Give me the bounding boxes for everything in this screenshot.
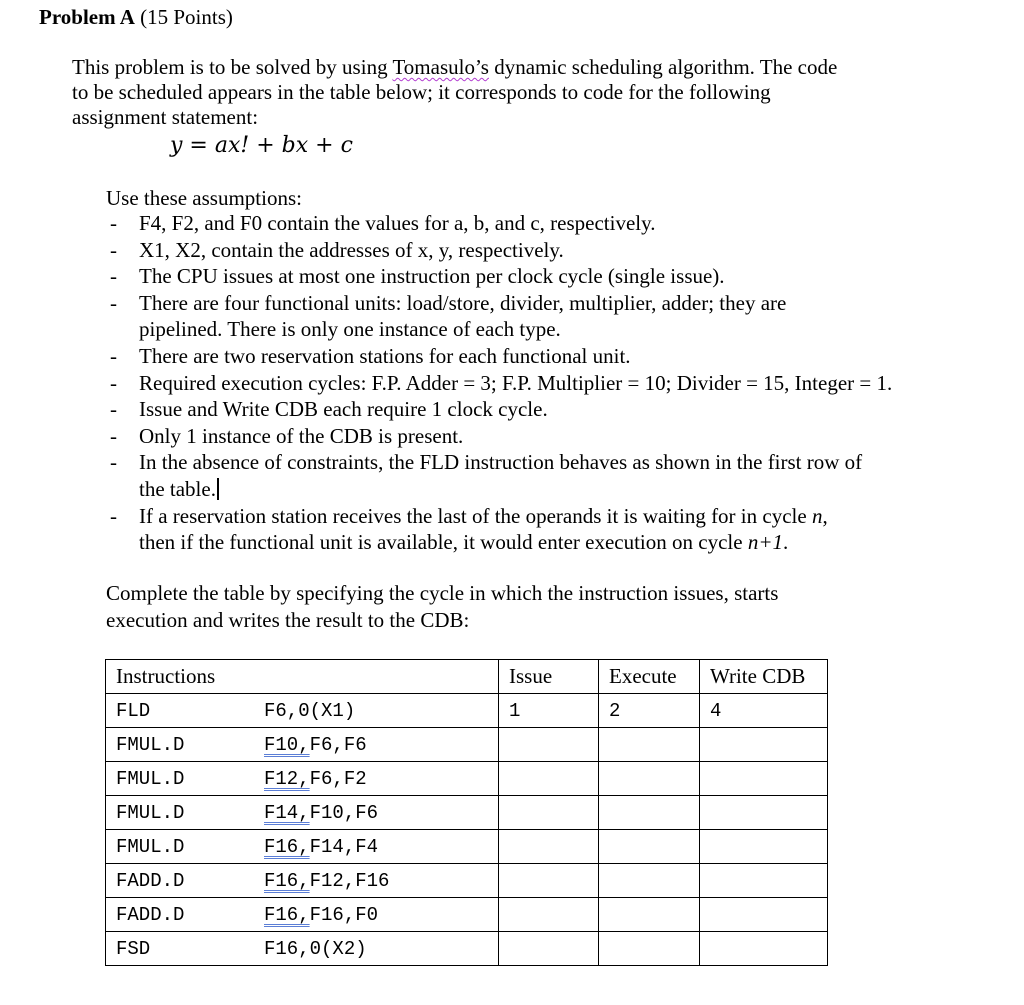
assumption-item: - There are two reservation stations for each functional unit.: [106, 343, 986, 370]
operands: [264, 836, 378, 858]
eq-plus-2: +: [308, 133, 341, 158]
table-row: [106, 864, 828, 898]
intro-text-after: dynamic scheduling algorithm. The code: [488, 55, 838, 79]
assumption-item: - Issue and Write CDB each require 1 clock cycle.: [106, 396, 986, 423]
issue-cell[interactable]: 1: [499, 694, 599, 728]
execute-cell[interactable]: [599, 932, 700, 966]
issue-cell[interactable]: [499, 864, 599, 898]
write-cdb-cell[interactable]: [700, 830, 828, 864]
write-cdb-cell[interactable]: [700, 864, 828, 898]
eq-term-3: c: [340, 133, 353, 158]
write-cdb-cell[interactable]: [700, 796, 828, 830]
issue-cell[interactable]: [499, 762, 599, 796]
opcode: FLD: [116, 699, 151, 722]
assumptions-heading: Use these assumptions:: [106, 186, 302, 210]
assumption-punct: .: [782, 530, 789, 555]
intro-text: This problem is to be solved by using: [72, 55, 393, 79]
instruction-cell: [106, 796, 499, 830]
instruction-cell: [106, 898, 499, 932]
table-row: [106, 694, 828, 728]
issue-cell[interactable]: [499, 728, 599, 762]
write-cdb-cell[interactable]: [700, 898, 828, 932]
table-row: [106, 830, 828, 864]
source-operands: F6,F6: [309, 733, 367, 756]
opcode: FSD: [116, 937, 151, 960]
assumption-item: - F4, F2, and F0 contain the values for a, b, and c, respectively.: [106, 210, 986, 237]
eq-plus-1: +: [249, 133, 282, 158]
text-cursor: [217, 478, 219, 500]
instruction-cell: [106, 932, 499, 966]
write-cdb-cell[interactable]: 4: [700, 694, 828, 728]
execute-cell[interactable]: [599, 796, 700, 830]
intro-line-3: assignment statement:: [72, 105, 259, 129]
assumptions-list: [106, 210, 986, 556]
eq-term-1: ax!: [214, 133, 250, 158]
assumption-item: - X1, X2, contain the addresses of x, y, respectively.: [106, 237, 986, 264]
assumption-punct: ,: [822, 503, 828, 528]
execute-cell[interactable]: [599, 898, 700, 932]
assignment-equation: [170, 133, 353, 158]
execute-cell[interactable]: [599, 864, 700, 898]
table-row: [106, 796, 828, 830]
header-execute: Execute: [599, 660, 700, 694]
cycle-var: n: [811, 503, 823, 528]
dest-register: F16,: [264, 869, 310, 892]
operands: [264, 870, 389, 892]
source-operands: F6,F2: [309, 767, 367, 790]
write-cdb-cell[interactable]: [700, 932, 828, 966]
write-cdb-cell[interactable]: [700, 762, 828, 796]
intro-line-2: to be scheduled appears in the table below; it corresponds to code for the following: [72, 80, 771, 104]
assumption-text-cont: the table.: [139, 476, 216, 501]
table-row: [106, 898, 828, 932]
dest-register: F16,: [264, 835, 310, 858]
prompt-line-2: execution and writes the result to the CDB:: [106, 608, 470, 632]
assumption-item: - Required execution cycles: F.P. Adder = 3; F.P. Multiplier = 10; Divider = 15, Integer = 1.: [106, 370, 986, 397]
assumption-item: [106, 449, 986, 502]
assumption-item: [106, 290, 986, 343]
operands: [264, 938, 367, 960]
assumption-text: There are four functional units: load/store, divider, multiplier, adder; they are: [139, 290, 787, 315]
table-header-row: [106, 660, 828, 694]
assumption-item: - The CPU issues at most one instruction per clock cycle (single issue).: [106, 263, 986, 290]
algorithm-name: Tomasulo’s: [392, 55, 489, 79]
dest-register: F12,: [264, 767, 310, 790]
header-issue: Issue: [499, 660, 599, 694]
opcode: FMUL.D: [116, 801, 185, 824]
issue-cell[interactable]: [499, 796, 599, 830]
eq-term-2: bx: [281, 133, 309, 158]
issue-cell[interactable]: [499, 830, 599, 864]
problem-points: (15 Points): [140, 5, 233, 29]
source-operands: F6,0(X1): [264, 699, 356, 722]
table-prompt: [106, 580, 778, 634]
eq-lhs: y: [170, 133, 183, 158]
assumption-text: In the absence of constraints, the FLD instruction behaves as shown in the first row of: [139, 450, 863, 475]
issue-cell[interactable]: [499, 898, 599, 932]
operands: [264, 904, 378, 926]
opcode: FMUL.D: [116, 835, 185, 858]
assumption-item: - Only 1 instance of the CDB is present.: [106, 423, 986, 450]
assumption-item: [106, 503, 986, 556]
prompt-line-1: Complete the table by specifying the cycle in which the instruction issues, starts: [106, 581, 779, 605]
instruction-cell: [106, 728, 499, 762]
opcode: FMUL.D: [116, 733, 185, 756]
operands: [264, 700, 355, 722]
write-cdb-cell[interactable]: [700, 728, 828, 762]
operands: [264, 734, 367, 756]
schedule-table: [105, 659, 828, 966]
intro-paragraph: [72, 55, 837, 130]
dest-register: F16,: [264, 903, 310, 926]
source-operands: F16,0(X2): [264, 937, 367, 960]
dest-register: F10,: [264, 733, 310, 756]
table-row: [106, 728, 828, 762]
operands: [264, 768, 367, 790]
source-operands: F10,F6: [309, 801, 379, 824]
table-row: [106, 932, 828, 966]
instruction-cell: [106, 830, 499, 864]
opcode: FADD.D: [116, 903, 185, 926]
operands: [264, 802, 378, 824]
header-instructions: Instructions: [106, 660, 499, 694]
problem-title: [39, 5, 233, 30]
execute-cell[interactable]: [599, 762, 700, 796]
execute-cell[interactable]: [599, 728, 700, 762]
assumption-text-cont: then if the functional unit is available, it would enter execution on cycle: [139, 530, 748, 555]
assumption-text-cont: pipelined. There is only one instance of each type.: [139, 317, 561, 342]
opcode: FMUL.D: [116, 767, 185, 790]
eq-equals: =: [182, 133, 215, 158]
table-row: [106, 762, 828, 796]
instruction-cell: [106, 864, 499, 898]
problem-label: Problem A: [39, 5, 135, 29]
source-operands: F16,F0: [309, 903, 379, 926]
issue-cell[interactable]: [499, 932, 599, 966]
execute-cell[interactable]: 2: [599, 694, 700, 728]
cycle-var-next: n+1: [747, 530, 783, 555]
execute-cell[interactable]: [599, 830, 700, 864]
header-write-cdb: Write CDB: [700, 660, 828, 694]
source-operands: F14,F4: [309, 835, 379, 858]
instruction-cell: [106, 694, 499, 728]
opcode: FADD.D: [116, 869, 185, 892]
instruction-cell: [106, 762, 499, 796]
dest-register: F14,: [264, 801, 310, 824]
source-operands: F12,F16: [309, 869, 390, 892]
assumption-text: If a reservation station receives the last of the operands it is waiting for in cycle: [139, 503, 812, 528]
